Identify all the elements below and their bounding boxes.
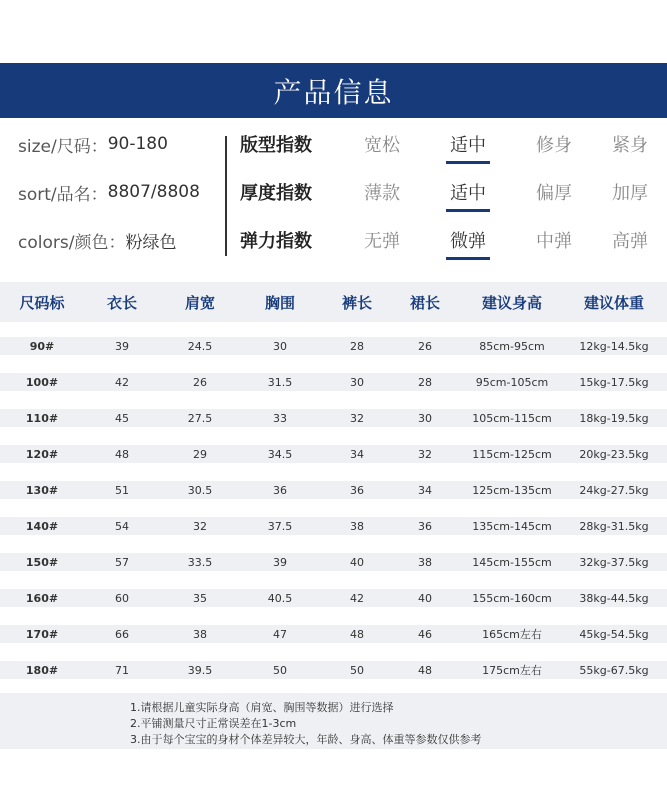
- page-title: 产品信息: [273, 75, 394, 109]
- table-cell: 24kg-27.5kg: [579, 483, 649, 497]
- table-row: [0, 481, 667, 499]
- table-cell: 135cm-145cm: [472, 519, 552, 533]
- table-cell: 85cm-95cm: [479, 339, 545, 353]
- note-1: 1.请根据儿童实际身高（肩宽、胸围等数据）进行选择: [130, 701, 394, 714]
- table-cell: 125cm-135cm: [472, 483, 552, 497]
- table-cell: 30: [418, 411, 432, 425]
- table-cell: 95cm-105cm: [475, 375, 549, 389]
- table-cell: 165cm左右: [482, 628, 542, 641]
- table-cell: 28: [418, 375, 432, 389]
- table-cell: 40: [350, 555, 364, 569]
- table-cell: 48: [350, 627, 364, 641]
- table-cell: 47: [273, 627, 287, 641]
- table-cell: 28kg-31.5kg: [579, 519, 649, 533]
- table-cell: 29: [193, 447, 207, 461]
- table-cell: 55kg-67.5kg: [579, 663, 649, 677]
- index-option: 中弹: [536, 231, 572, 252]
- table-cell: 20kg-23.5kg: [579, 447, 649, 461]
- product-info: [0, 118, 667, 268]
- table-cell: 115cm-125cm: [472, 447, 552, 461]
- table-cell: 37.5: [267, 519, 293, 533]
- table-cell: 175cm左右: [482, 664, 542, 677]
- index-row: [240, 216, 660, 264]
- column-header: 尺码标: [19, 293, 65, 312]
- table-cell: 39: [273, 555, 287, 569]
- table-cell: 48: [115, 447, 129, 461]
- index-option-selected: 适中: [438, 168, 498, 216]
- index-option: 修身: [536, 135, 572, 156]
- colors-row: [18, 216, 176, 264]
- size-value: 90-180: [107, 134, 168, 154]
- table-cell: 32kg-37.5kg: [579, 555, 649, 569]
- table-cell: 33: [273, 411, 287, 425]
- table-cell: 31.5: [267, 375, 293, 389]
- table-row: [0, 373, 667, 391]
- column-header: 裤长: [341, 293, 372, 312]
- index-option: 偏厚: [536, 183, 572, 204]
- table-row: [0, 517, 667, 535]
- colors-label: colors/颜色：: [18, 232, 126, 253]
- sort-value: 8807/8808: [107, 182, 200, 202]
- table-cell: 35: [193, 591, 207, 605]
- column-header: 裙长: [409, 293, 440, 312]
- index-option: 紧身: [612, 135, 648, 156]
- column-header: 建议体重: [583, 293, 644, 312]
- size-label: size/尺码：: [18, 136, 108, 157]
- table-cell: 42: [350, 591, 364, 605]
- table-row: [0, 589, 667, 607]
- table-cell: 33.5: [187, 555, 213, 569]
- table-cell: 26: [193, 375, 207, 389]
- table-cell: 24.5: [187, 339, 213, 353]
- table-cell: 30: [350, 375, 364, 389]
- table-cell: 180#: [25, 663, 59, 677]
- size-row: [18, 120, 168, 168]
- table-cell: 48: [418, 663, 432, 677]
- table-cell: 57: [115, 555, 129, 569]
- table-cell: 100#: [25, 375, 59, 389]
- table-cell: 38: [350, 519, 364, 533]
- index-row: [240, 168, 660, 216]
- table-cell: 45: [115, 411, 129, 425]
- table-cell: 34: [418, 483, 432, 497]
- table-cell: 54: [115, 519, 129, 533]
- table-cell: 40: [418, 591, 432, 605]
- table-row: [0, 409, 667, 427]
- table-cell: 36: [418, 519, 432, 533]
- table-cell: 150#: [25, 555, 59, 569]
- index-label: 版型指数: [240, 135, 312, 156]
- title-banner: [0, 63, 667, 118]
- index-option-selected: 微弹: [438, 216, 498, 264]
- table-row: [0, 337, 667, 355]
- table-cell: 26: [418, 339, 432, 353]
- table-cell: 120#: [25, 447, 59, 461]
- table-cell: 145cm-155cm: [472, 555, 552, 569]
- table-header: [0, 282, 667, 322]
- index-option: 加厚: [612, 183, 648, 204]
- index-option: 无弹: [364, 231, 400, 252]
- table-cell: 130#: [25, 483, 59, 497]
- column-header: 建议身高: [481, 293, 542, 312]
- index-label: 弹力指数: [240, 231, 312, 252]
- column-header: 肩宽: [184, 293, 215, 312]
- table-cell: 42: [115, 375, 129, 389]
- table-cell: 40.5: [267, 591, 293, 605]
- table-cell: 160#: [25, 591, 59, 605]
- table-cell: 39: [115, 339, 129, 353]
- table-cell: 12kg-14.5kg: [579, 339, 649, 353]
- table-cell: 71: [115, 663, 129, 677]
- colors-value: 粉绿色: [125, 232, 177, 253]
- notes-box: [0, 693, 667, 749]
- table-cell: 38: [418, 555, 432, 569]
- index-option: 高弹: [612, 231, 648, 252]
- table-cell: 32: [418, 447, 432, 461]
- table-cell: 27.5: [187, 411, 213, 425]
- table-cell: 18kg-19.5kg: [579, 411, 649, 425]
- vertical-divider: [225, 136, 227, 256]
- table-cell: 32: [350, 411, 364, 425]
- table-cell: 170#: [25, 627, 59, 641]
- table-cell: 51: [115, 483, 129, 497]
- index-label: 厚度指数: [240, 183, 312, 204]
- column-header: 胸围: [264, 293, 295, 312]
- table-cell: 15kg-17.5kg: [579, 375, 649, 389]
- table-row: [0, 445, 667, 463]
- table-cell: 105cm-115cm: [472, 411, 552, 425]
- table-cell: 50: [350, 663, 364, 677]
- table-cell: 36: [273, 483, 287, 497]
- table-cell: 34: [350, 447, 364, 461]
- table-row: [0, 553, 667, 571]
- table-cell: 38kg-44.5kg: [579, 591, 649, 605]
- table-cell: 39.5: [187, 663, 213, 677]
- table-cell: 30.5: [187, 483, 213, 497]
- table-cell: 140#: [25, 519, 59, 533]
- table-cell: 34.5: [267, 447, 293, 461]
- sort-row: [18, 168, 200, 216]
- table-cell: 30: [273, 339, 287, 353]
- table-cell: 28: [350, 339, 364, 353]
- table-cell: 155cm-160cm: [472, 591, 552, 605]
- table-cell: 90#: [29, 339, 55, 353]
- table-row: [0, 661, 667, 679]
- index-option: 宽松: [364, 135, 400, 156]
- index-row: [240, 120, 660, 168]
- table-cell: 110#: [25, 411, 59, 425]
- table-cell: 32: [193, 519, 207, 533]
- index-option: 薄款: [364, 183, 400, 204]
- column-header: 衣长: [106, 293, 137, 312]
- table-cell: 45kg-54.5kg: [579, 627, 649, 641]
- table-cell: 50: [273, 663, 287, 677]
- table-cell: 60: [115, 591, 129, 605]
- sort-label: sort/品名：: [18, 184, 108, 205]
- note-2: 2.平铺测量尺寸正常误差在1-3cm: [130, 717, 297, 730]
- table-row: [0, 625, 667, 643]
- table-cell: 38: [193, 627, 207, 641]
- table-cell: 66: [115, 627, 129, 641]
- index-option-selected: 适中: [438, 120, 498, 168]
- table-cell: 36: [350, 483, 364, 497]
- note-3: 3.由于每个宝宝的身材个体差异较大，年龄、身高、体重等参数仅供参考: [130, 733, 482, 746]
- table-cell: 46: [418, 627, 432, 641]
